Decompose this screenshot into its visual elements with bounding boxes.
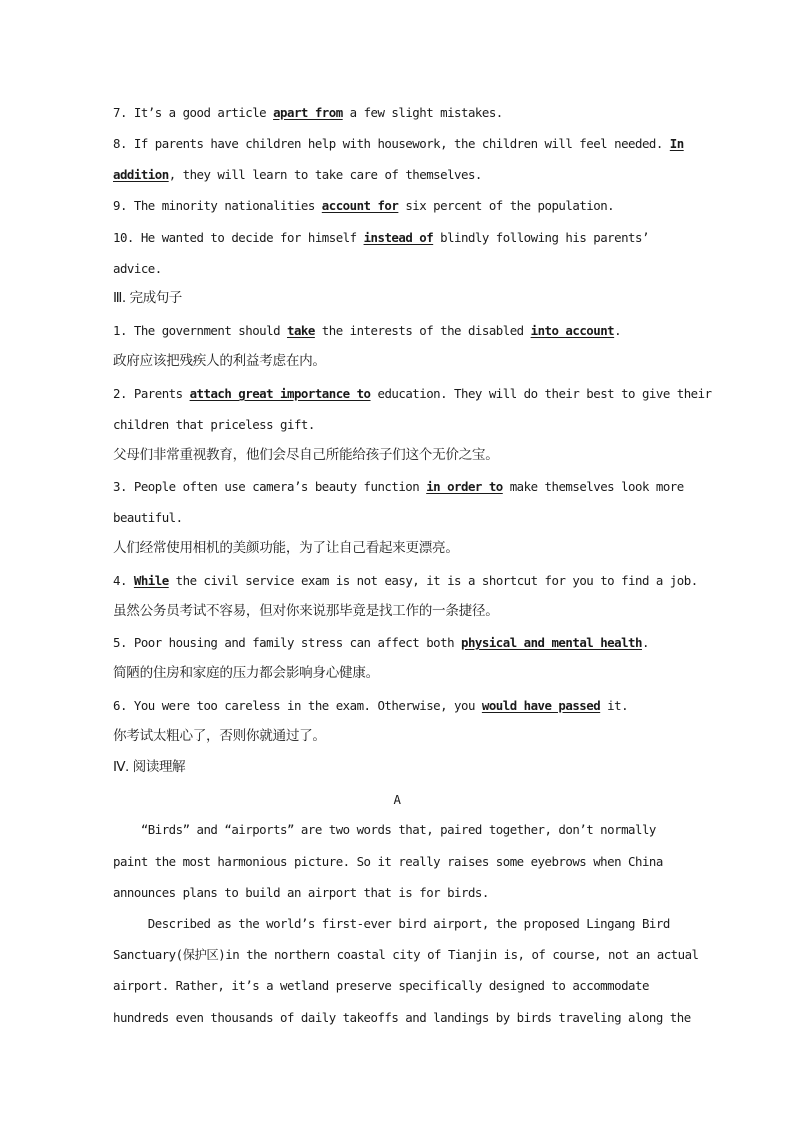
sentence-3-6 [113, 698, 681, 714]
translation-3-1: 政府应该把残疾人的利益考虑在内。 [113, 353, 326, 369]
sentence-10 [113, 230, 681, 246]
sentence-text: 3. People often use camera’s beauty function [113, 479, 427, 494]
sentence-text: . [614, 323, 622, 338]
sentence-3-1 [113, 323, 681, 339]
section-heading-3: Ⅲ. 完成句子 [113, 290, 182, 306]
sentence-text: 10. He wanted to decide for himself [113, 230, 364, 245]
section-heading-4: Ⅳ. 阅读理解 [113, 759, 186, 775]
sentence-text: 5. Poor housing and family stress can affect both [113, 635, 461, 650]
answer-phrase: In [669, 136, 684, 151]
passage-label: A [393, 792, 401, 807]
sentence-3-2 [113, 386, 712, 402]
sentence-text: the civil service exam is not easy, it is a shortcut for you to find a job. [168, 573, 698, 588]
sentence-text: 9. The minority nationalities [113, 198, 322, 213]
sentence-text: 1. The government should [113, 323, 287, 338]
sentence-8 [113, 136, 684, 152]
sentence-text: 4. [113, 573, 134, 588]
sentence-8-cont [113, 167, 681, 183]
sentence-text: six percent of the population. [398, 198, 615, 213]
sentence-text: , they will learn to take care of themselves. [168, 167, 482, 182]
sentence-text: make themselves look more [502, 479, 684, 494]
translation-3-3: 人们经常使用相机的美颜功能，为了让自己看起来更漂亮。 [113, 540, 459, 556]
answer-phrase: attach great importance to [189, 386, 371, 401]
answer-phrase: apart from [273, 105, 343, 120]
sentence-3-2-cont: children that priceless gift. [113, 417, 315, 432]
sentence-text: 6. You were too careless in the exam. Otherwise, you [113, 698, 482, 713]
sentence-10-cont: advice. [113, 261, 162, 276]
sentence-text: a few slight mistakes. [342, 105, 503, 120]
answer-phrase: While [133, 573, 169, 588]
translation-3-4: 虽然公务员考试不容易，但对你来说那毕竟是找工作的一条捷径。 [113, 603, 499, 619]
answer-phrase: take [287, 323, 315, 338]
passage-line: paint the most harmonious picture. So it really raises some eyebrows when China [113, 854, 663, 869]
sentence-text: blindly following his parents’ [433, 230, 649, 245]
answer-phrase: addition [113, 167, 169, 182]
sentence-text: the interests of the disabled [314, 323, 531, 338]
passage-line: Sanctuary(保护区)in the northern coastal city of Tianjin is, of course, not an actual [113, 947, 699, 962]
passage-line: announces plans to build an airport that is for birds. [113, 885, 489, 900]
answer-phrase: physical and mental health [461, 635, 642, 650]
sentence-9 [113, 198, 681, 214]
answer-phrase: into account [530, 323, 615, 338]
answer-phrase: instead of [363, 230, 434, 245]
answer-phrase: account for [321, 198, 399, 213]
sentence-7 [113, 105, 681, 121]
sentence-3-3 [113, 479, 684, 495]
sentence-3-4 [113, 573, 698, 589]
passage-line: Described as the world’s first-ever bird airport, the proposed Lingang Bird [113, 916, 670, 931]
sentence-3-3-cont: beautiful. [113, 510, 183, 525]
sentence-text: it. [600, 698, 629, 713]
translation-3-6: 你考试太粗心了，否则你就通过了。 [113, 728, 326, 744]
answer-phrase: in order to [426, 479, 503, 494]
sentence-text: 7. It’s a good article [113, 105, 274, 120]
sentence-text: education. They will do their best to give their [370, 386, 712, 401]
answer-phrase: would have passed [481, 698, 601, 713]
sentence-text: 8. If parents have children help with housework, the children will feel needed. [113, 136, 670, 151]
passage-line: airport. Rather, it’s a wetland preserve specifically designed to accommodate [113, 978, 649, 993]
translation-3-2: 父母们非常重视教育，他们会尽自己所能给孩子们这个无价之宝。 [113, 447, 499, 463]
sentence-3-5 [113, 635, 681, 651]
sentence-text: 2. Parents [113, 386, 190, 401]
sentence-text: . [641, 635, 649, 650]
passage-line: “Birds” and “airports” are two words that, paired together, don’t normally [113, 822, 656, 837]
passage-line: hundreds even thousands of daily takeoffs and landings by birds traveling along the [113, 1010, 691, 1025]
translation-3-5: 简陋的住房和家庭的压力都会影响身心健康。 [113, 665, 379, 681]
